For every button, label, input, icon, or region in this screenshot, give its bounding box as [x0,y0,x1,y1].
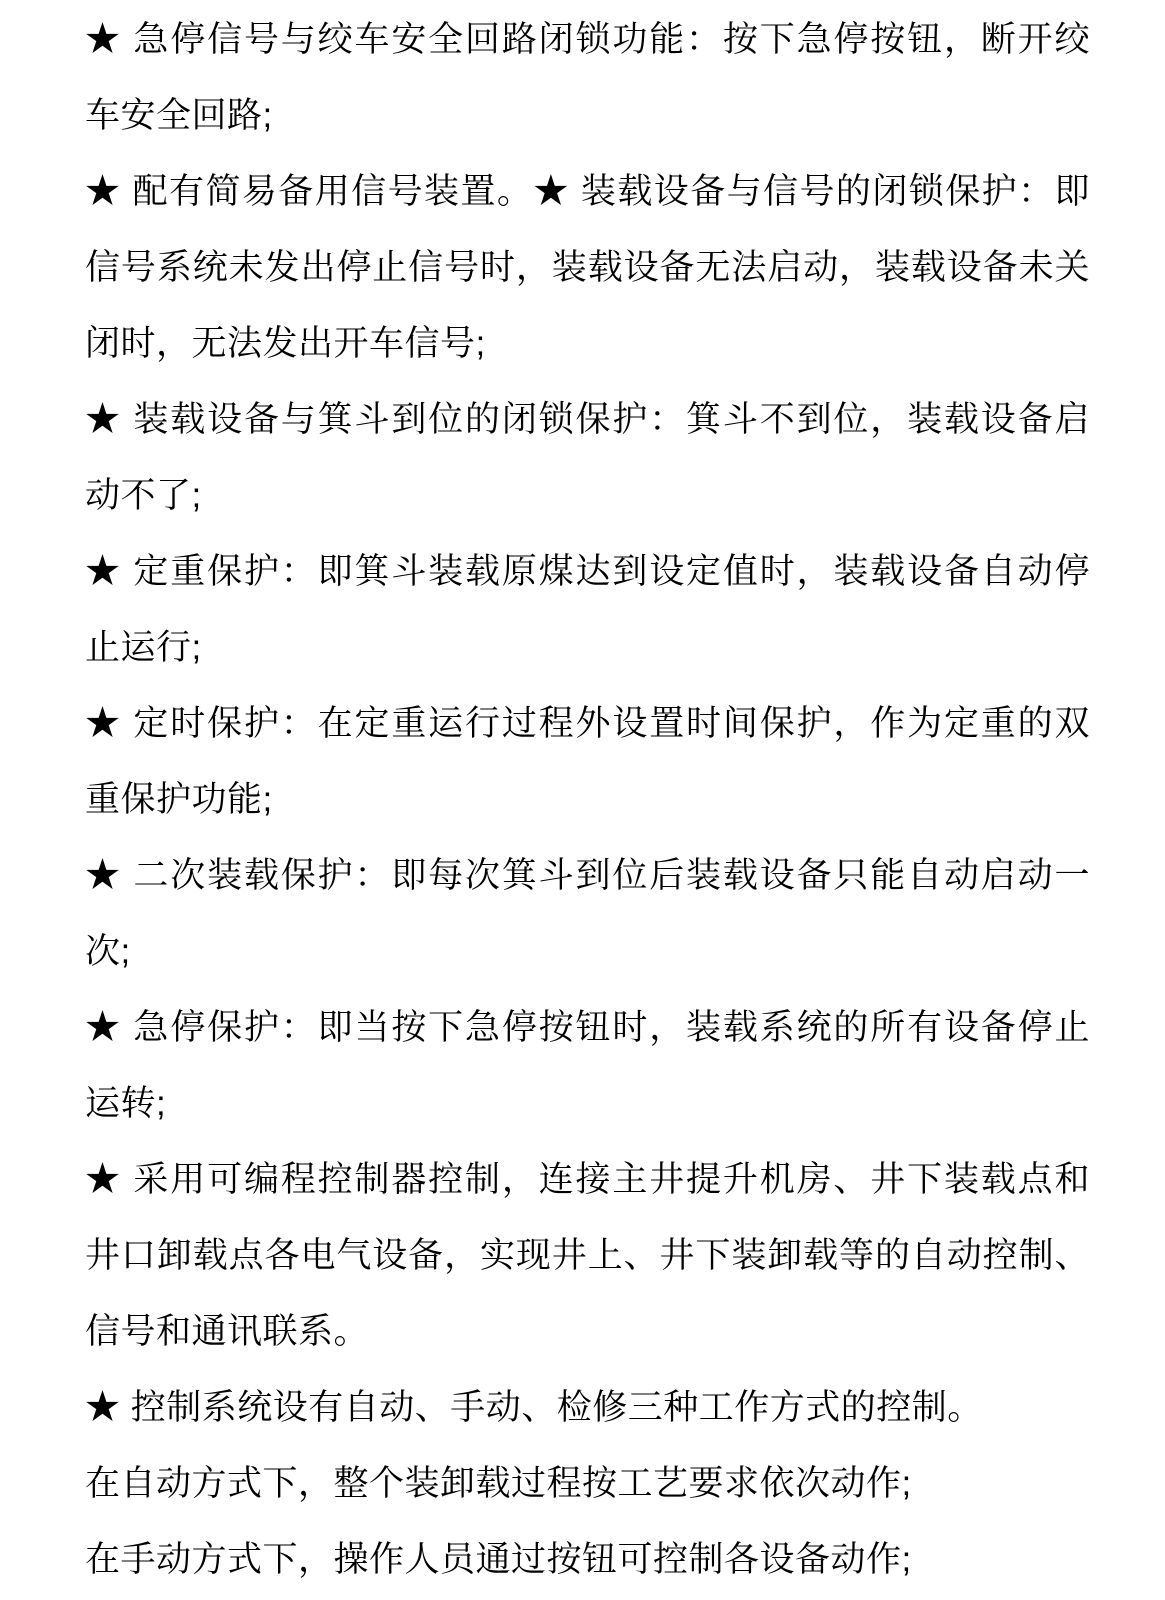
text-line: 信号和通讯联系。 [85,1312,370,1351]
text-line: ★ 控制系统设有自动、手动、检修三种工作方式的控制。 [85,1388,983,1427]
text-line: 车安全回路; [85,96,273,135]
text-line: ★ 采用可编程控制器控制，连接主井提升机房、井下装载点和 [85,1160,1090,1199]
text-line: 在手动方式下，操作人员通过按钮可控制各设备动作; [85,1540,912,1579]
text-line: ★ 定重保护：即箕斗装载原煤达到设定值时，装载设备自动停 [85,552,1090,591]
text-line: ★ 急停保护：即当按下急停按钮时，装载系统的所有设备停止 [85,1008,1090,1047]
text-line: ★ 急停信号与绞车安全回路闭锁功能：按下急停按钮，断开绞 [85,20,1090,59]
text-line: 在自动方式下，整个装卸载过程按工艺要求依次动作; [85,1464,912,1503]
text-line: 重保护功能; [85,780,273,819]
text-line: ★ 二次装载保护：即每次箕斗到位后装载设备只能自动启动一 [85,856,1090,895]
text-line: 闭时，无法发出开车信号; [85,324,486,363]
text-line: ★ 定时保护：在定重运行过程外设置时间保护，作为定重的双 [85,704,1090,743]
text-line: 运转; [85,1084,167,1123]
text-line: ★ 装载设备与箕斗到位的闭锁保护：箕斗不到位，装载设备启 [85,400,1090,439]
text-line: 信号系统未发出停止信号时，装载设备无法启动，装载设备未关 [85,248,1090,287]
text-line: 次; [85,932,131,971]
text-line: 止运行; [85,628,202,667]
text-line: 动不了; [85,476,202,515]
text-line: 井口卸载点各电气设备，实现井上、井下装卸载等的自动控制、 [85,1236,1090,1275]
text-line: ★ 配有简易备用信号装置。★ 装载设备与信号的闭锁保护：即 [85,172,1090,211]
